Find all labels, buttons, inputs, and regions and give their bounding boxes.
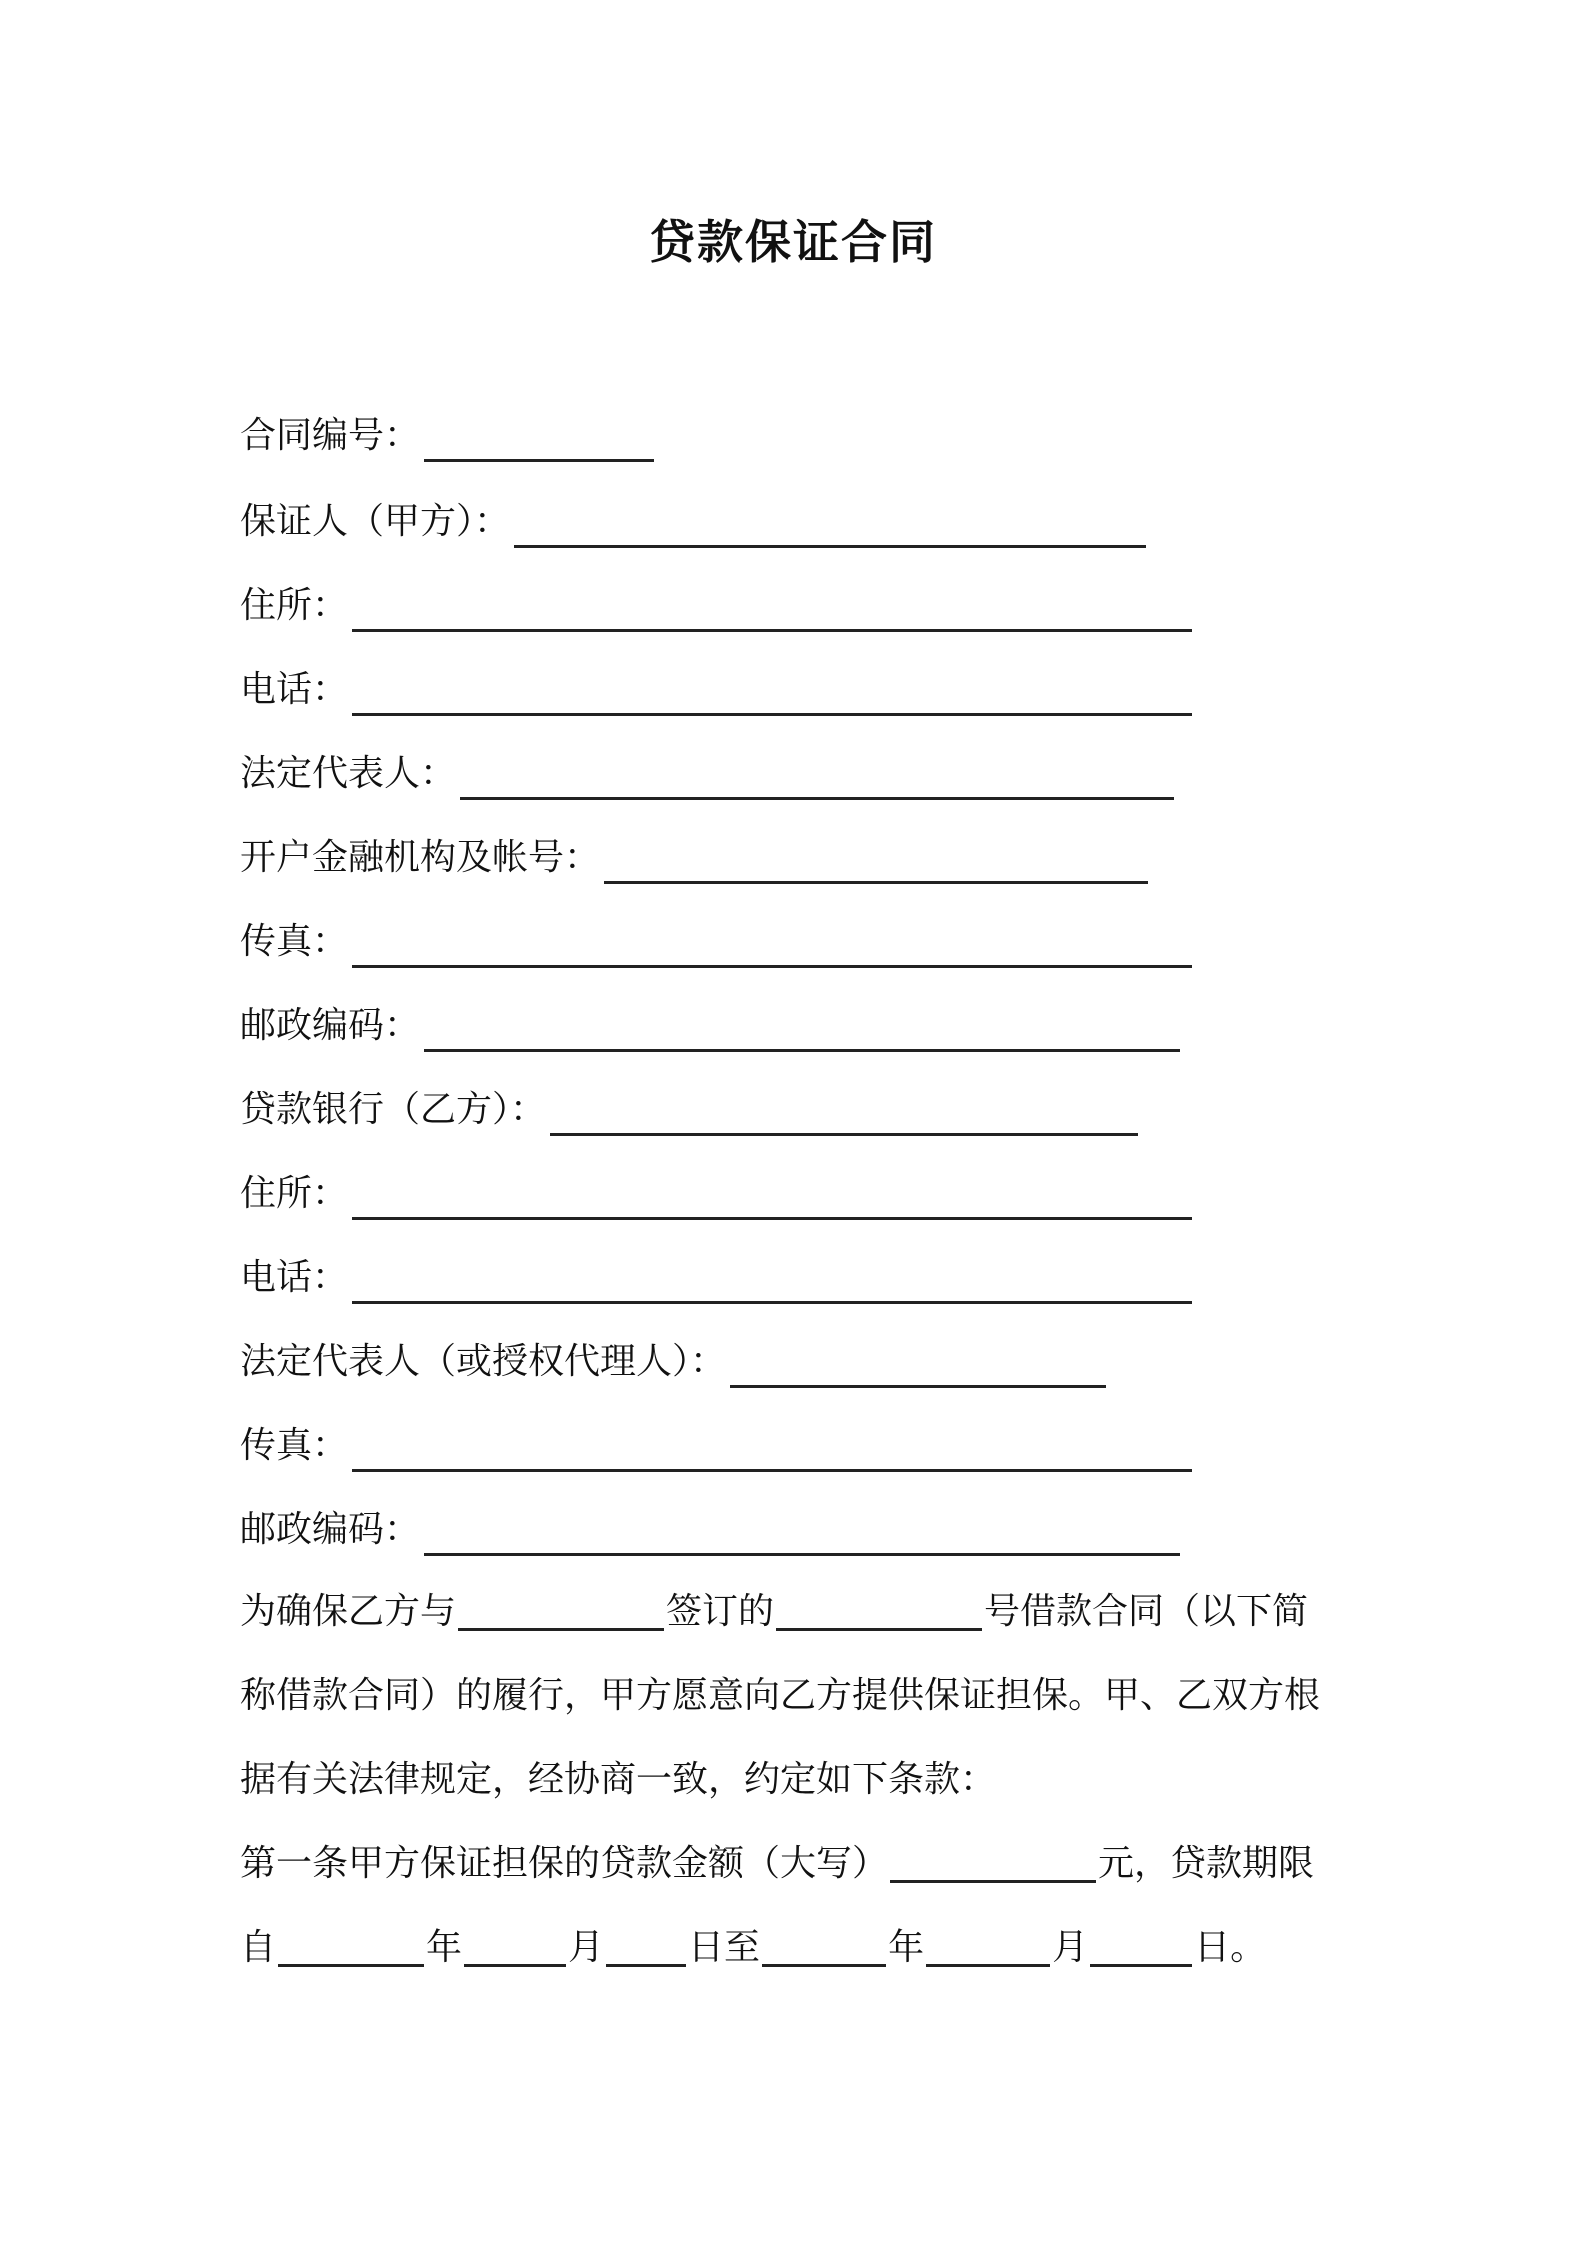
field-label: 传真： bbox=[240, 921, 349, 962]
blank-guarantor-address[interactable] bbox=[352, 589, 1192, 632]
field-lender-legal-rep bbox=[240, 1336, 1106, 1388]
paragraph-text: 签订的 bbox=[666, 1591, 775, 1632]
blank-guarantor-phone[interactable] bbox=[352, 673, 1192, 716]
field-label: 住所： bbox=[240, 585, 349, 626]
paragraph-text: 称借款合同）的履行，甲方愿意向乙方提供保证担保。甲、乙双方根 bbox=[240, 1675, 1321, 1716]
field-lender-postcode bbox=[240, 1504, 1180, 1556]
paragraph-line bbox=[240, 1738, 1360, 1822]
blank-lender-fax[interactable] bbox=[352, 1429, 1192, 1472]
document-title: 贷款保证合同 bbox=[649, 215, 937, 269]
paragraph-text: 自 bbox=[240, 1927, 277, 1968]
blank-lender-legal-rep[interactable] bbox=[730, 1345, 1106, 1388]
field-guarantor-legal-rep bbox=[240, 748, 1174, 800]
paragraph-text: 日至 bbox=[688, 1927, 761, 1968]
blank-end-day[interactable] bbox=[1090, 1930, 1192, 1967]
field-guarantor-phone bbox=[240, 664, 1192, 716]
field-label: 电话： bbox=[240, 1257, 349, 1298]
blank-start-day[interactable] bbox=[606, 1930, 686, 1967]
blank-lender-bank[interactable] bbox=[550, 1093, 1138, 1136]
paragraph-text: 号借款合同（以下简 bbox=[984, 1591, 1309, 1632]
paragraph-text: 年 bbox=[888, 1927, 925, 1968]
paragraph-line bbox=[240, 1570, 1360, 1654]
blank-end-month[interactable] bbox=[926, 1930, 1050, 1967]
paragraph-text: 月 bbox=[1052, 1927, 1089, 1968]
field-label: 合同编号： bbox=[240, 415, 421, 456]
field-label: 法定代表人（或授权代理人）： bbox=[240, 1341, 727, 1382]
paragraph-line bbox=[240, 1654, 1360, 1738]
field-guarantor-bank-account bbox=[240, 832, 1148, 884]
blank-loan-amount[interactable] bbox=[890, 1846, 1096, 1883]
field-label: 法定代表人： bbox=[240, 753, 457, 794]
blank-guarantor-bank-account[interactable] bbox=[604, 841, 1148, 884]
paragraph-line bbox=[240, 1822, 1360, 1906]
field-guarantor-address bbox=[240, 580, 1192, 632]
field-guarantor-postcode bbox=[240, 1000, 1180, 1052]
blank-guarantor-fax[interactable] bbox=[352, 925, 1192, 968]
field-label: 住所： bbox=[240, 1173, 349, 1214]
field-label: 传真： bbox=[240, 1425, 349, 1466]
blank-lender-phone[interactable] bbox=[352, 1261, 1192, 1304]
field-label: 贷款银行（乙方）： bbox=[240, 1089, 547, 1130]
blank-start-month[interactable] bbox=[464, 1930, 566, 1967]
field-label: 邮政编码： bbox=[240, 1509, 421, 1550]
field-guarantor-fax bbox=[240, 916, 1192, 968]
article-1-paragraph bbox=[240, 1822, 1360, 1990]
blank-lender-address[interactable] bbox=[352, 1177, 1192, 1220]
field-guarantor bbox=[240, 496, 1146, 548]
field-lender-phone bbox=[240, 1252, 1192, 1304]
field-label: 邮政编码： bbox=[240, 1005, 421, 1046]
blank-start-year[interactable] bbox=[278, 1930, 424, 1967]
field-lender-fax bbox=[240, 1420, 1192, 1472]
blank-guarantor-postcode[interactable] bbox=[424, 1009, 1180, 1052]
preamble-paragraph bbox=[240, 1570, 1360, 1822]
field-label: 电话： bbox=[240, 669, 349, 710]
blank-end-year[interactable] bbox=[762, 1930, 886, 1967]
paragraph-text: 日。 bbox=[1194, 1927, 1267, 1968]
paragraph-text: 年 bbox=[426, 1927, 463, 1968]
field-lender-bank bbox=[240, 1084, 1138, 1136]
paragraph-text: 元，贷款期限 bbox=[1098, 1843, 1315, 1884]
field-contract-number bbox=[240, 410, 654, 462]
field-lender-address bbox=[240, 1168, 1192, 1220]
blank-contract-number[interactable] bbox=[424, 419, 654, 462]
blank-borrower[interactable] bbox=[458, 1594, 664, 1631]
field-label: 保证人（甲方）： bbox=[240, 501, 511, 542]
blank-loan-contract-number[interactable] bbox=[776, 1594, 982, 1631]
paragraph-text: 为确保乙方与 bbox=[240, 1591, 457, 1632]
blank-guarantor[interactable] bbox=[514, 505, 1146, 548]
paragraph-text: 第一条甲方保证担保的贷款金额（大写） bbox=[240, 1843, 889, 1884]
paragraph-line bbox=[240, 1906, 1360, 1990]
blank-lender-postcode[interactable] bbox=[424, 1513, 1180, 1556]
paragraph-text: 月 bbox=[568, 1927, 605, 1968]
field-label: 开户金融机构及帐号： bbox=[240, 837, 601, 878]
paragraph-text: 据有关法律规定，经协商一致，约定如下条款： bbox=[240, 1759, 997, 1800]
blank-guarantor-legal-rep[interactable] bbox=[460, 757, 1174, 800]
